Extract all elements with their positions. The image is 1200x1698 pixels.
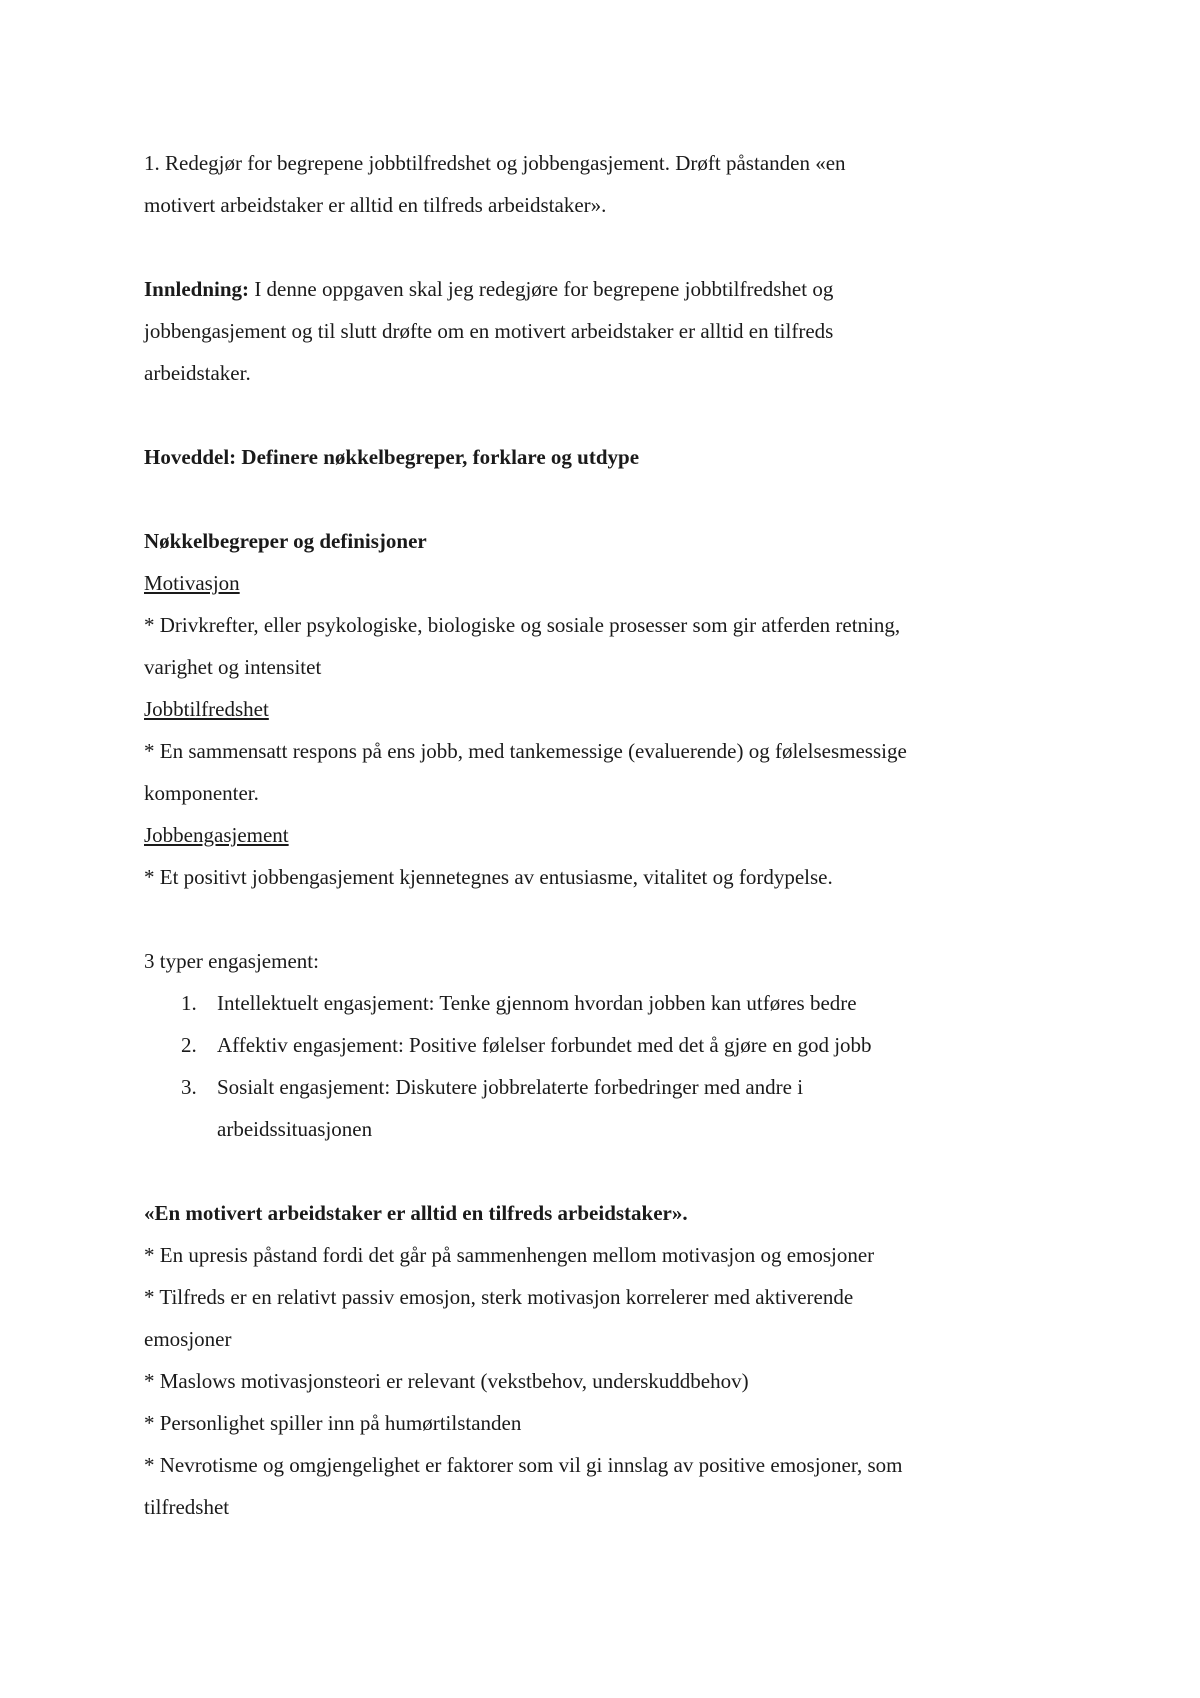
intro-line-1 [144, 268, 1064, 310]
list-item-text: Sosialt engasjement: Diskutere jobbrelaterte forbedringer med andre i [217, 1075, 804, 1099]
definitions-heading: Nøkkelbegreper og definisjoner [144, 529, 427, 553]
discussion-bullet: * Nevrotisme og omgjengelighet er faktorer som vil gi innslag av positive emosjoner, som [144, 1453, 903, 1477]
spacer [144, 1150, 1064, 1192]
intro-label: Innledning: [144, 277, 250, 301]
list-item-number: 1. [181, 991, 197, 1015]
term-motivasjon: Motivasjon [144, 571, 240, 595]
document-page [144, 142, 1064, 1528]
discussion-bullet-continuation: tilfredshet [144, 1495, 230, 1519]
spacer [144, 478, 1064, 520]
discussion-heading: «En motivert arbeidstaker er alltid en tilfreds arbeidstaker». [144, 1201, 688, 1225]
question-line-1: 1. Redegjør for begrepene jobbtilfredshet og jobbengasjement. Drøft påstanden «en [144, 151, 846, 175]
list-item-continuation [144, 1108, 1064, 1150]
intro-text-1: I denne oppgaven skal jeg redegjøre for begrepene jobbtilfredshet og [249, 277, 834, 301]
discussion-bullet: * Personlighet spiller inn på humørtilstanden [144, 1411, 522, 1435]
list-item-number: 2. [181, 1033, 197, 1057]
intro-line-2: jobbengasjement og til slutt drøfte om en motivert arbeidstaker er alltid en tilfreds [144, 319, 834, 343]
question-line-2: motivert arbeidstaker er alltid en tilfreds arbeidstaker». [144, 193, 607, 217]
definition-motivasjon-line-1: * Drivkrefter, eller psykologiske, biologiske og sosiale prosesser som gir atferden retning, [144, 613, 901, 637]
types-list [144, 982, 1064, 1150]
spacer [144, 898, 1064, 940]
definition-motivasjon-line-2: varighet og intensitet [144, 655, 322, 679]
discussion-bullet: * En upresis påstand fordi det går på sammenhengen mellom motivasjon og emosjoner [144, 1243, 875, 1267]
main-heading: Hoveddel: Definere nøkkelbegreper, forklare og utdype [144, 445, 640, 469]
intro-line-3: arbeidstaker. [144, 361, 251, 385]
discussion-bullet-continuation: emosjoner [144, 1327, 232, 1351]
types-intro: 3 typer engasjement: [144, 949, 319, 973]
definition-jobbtilfredshet-line-1: * En sammensatt respons på ens jobb, med tankemessige (evaluerende) og følelsesmessige [144, 739, 907, 763]
list-item [144, 1024, 1064, 1066]
definition-jobbengasjement-line-1: * Et positivt jobbengasjement kjennetegnes av entusiasme, vitalitet og fordypelse. [144, 865, 833, 889]
spacer [144, 226, 1064, 268]
term-jobbengasjement: Jobbengasjement [144, 823, 289, 847]
term-jobbtilfredshet: Jobbtilfredshet [144, 697, 269, 721]
list-item-text: arbeidssituasjonen [217, 1117, 373, 1141]
list-item [144, 982, 1064, 1024]
list-item [144, 1066, 1064, 1108]
list-item-number: 3. [181, 1075, 197, 1099]
definition-jobbtilfredshet-line-2: komponenter. [144, 781, 259, 805]
spacer [144, 394, 1064, 436]
list-item-text: Intellektuelt engasjement: Tenke gjennom hvordan jobben kan utføres bedre [217, 991, 857, 1015]
discussion-bullet: * Maslows motivasjonsteori er relevant (vekstbehov, underskuddbehov) [144, 1369, 749, 1393]
discussion-bullet: * Tilfreds er en relativt passiv emosjon, sterk motivasjon korrelerer med aktiverende [144, 1285, 854, 1309]
list-item-text: Affektiv engasjement: Positive følelser forbundet med det å gjøre en god jobb [217, 1033, 872, 1057]
